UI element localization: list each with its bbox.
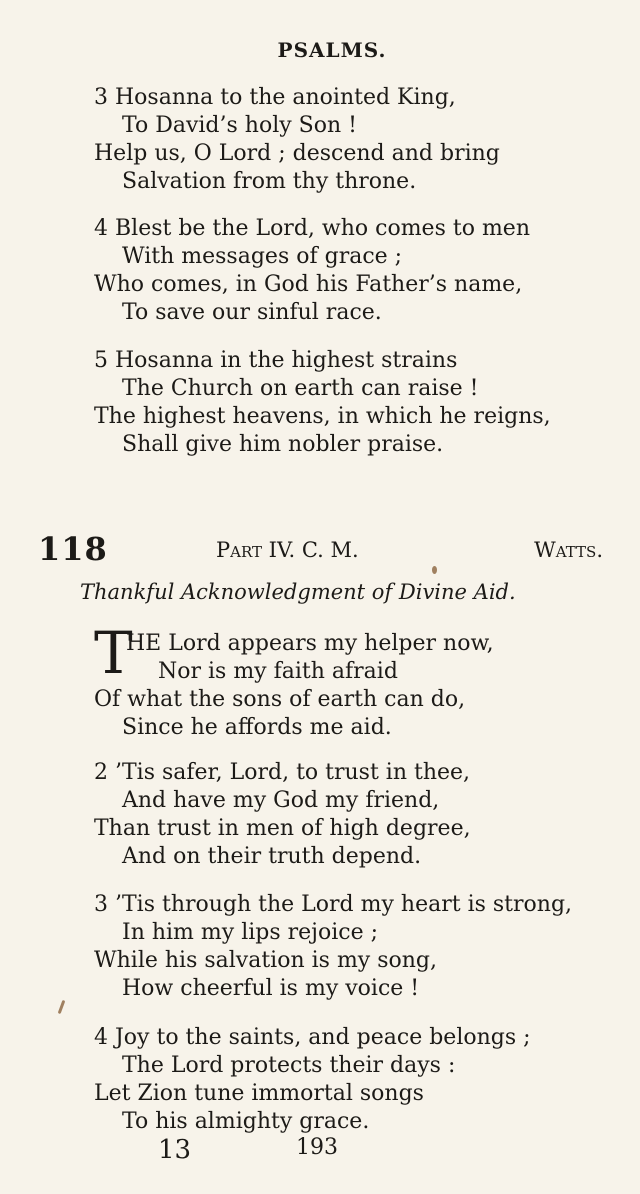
stanza [94, 84, 500, 196]
first-stanza [94, 630, 494, 742]
stanza-line: Nor is my faith afraid [158, 659, 398, 684]
stanza-line: And on their truth depend. [122, 844, 422, 869]
stanza-line: Salvation from thy throne. [122, 169, 417, 194]
stanza-line: How cheerful is my voice ! [122, 976, 420, 1001]
stanza-line: 2 ’Tis safer, Lord, to trust in thee, [94, 760, 471, 785]
stanza-line: Since he affords me aid. [122, 715, 392, 740]
running-head: PSALMS. [277, 38, 387, 62]
hymn-number: 118 [38, 530, 108, 568]
stanza-line: 5 Hosanna in the highest strains [94, 348, 458, 373]
page-number: 193 [296, 1135, 338, 1160]
stanza [94, 1024, 531, 1136]
stanza-line: Shall give him nobler praise. [122, 432, 444, 457]
stanza [94, 891, 572, 1003]
stanza-line: HE Lord appears my helper now, [126, 631, 494, 656]
stanza-line: To his almighty grace. [122, 1109, 370, 1134]
stanza-line: In him my lips rejoice ; [122, 920, 379, 945]
stanza-line: 4 Joy to the saints, and peace belongs ; [94, 1025, 531, 1050]
drop-cap: T [94, 619, 133, 687]
signature-mark: 13 [158, 1135, 192, 1165]
stanza-line: With messages of grace ; [122, 244, 403, 269]
stanza-line: To save our sinful race. [122, 300, 382, 325]
hymn-author: Watts. [534, 538, 603, 562]
hymn-title: Thankful Acknowledgment of Divine Aid. [80, 580, 516, 604]
paper-blemish [58, 1000, 66, 1014]
stanza-line: And have my God my friend, [122, 788, 440, 813]
stanza [94, 759, 471, 871]
hymn-meter: Part IV. C. M. [216, 538, 359, 562]
stanza-line: 4 Blest be the Lord, who comes to men [94, 216, 530, 241]
stanza-line: Who comes, in God his Father’s name, [94, 272, 523, 297]
stanza-line: Help us, O Lord ; descend and bring [94, 141, 500, 166]
stanza [94, 347, 551, 459]
stanza-line: 3 ’Tis through the Lord my heart is strong, [94, 892, 573, 917]
paper-blemish [432, 566, 437, 574]
hymn-header [38, 530, 603, 566]
stanza-line: The Church on earth can raise ! [122, 376, 479, 401]
stanza-line: Of what the sons of earth can do, [94, 687, 466, 712]
stanza [94, 215, 530, 327]
stanza-line: Let Zion tune immortal songs [94, 1081, 424, 1106]
stanza-line: While his salvation is my song, [94, 948, 438, 973]
stanza-line: Than trust in men of high degree, [94, 816, 471, 841]
stanza-line: To David’s holy Son ! [122, 113, 357, 138]
stanza-line: 3 Hosanna to the anointed King, [94, 85, 456, 110]
stanza-line: The Lord protects their days : [122, 1053, 456, 1078]
stanza-line: The highest heavens, in which he reigns, [94, 404, 551, 429]
